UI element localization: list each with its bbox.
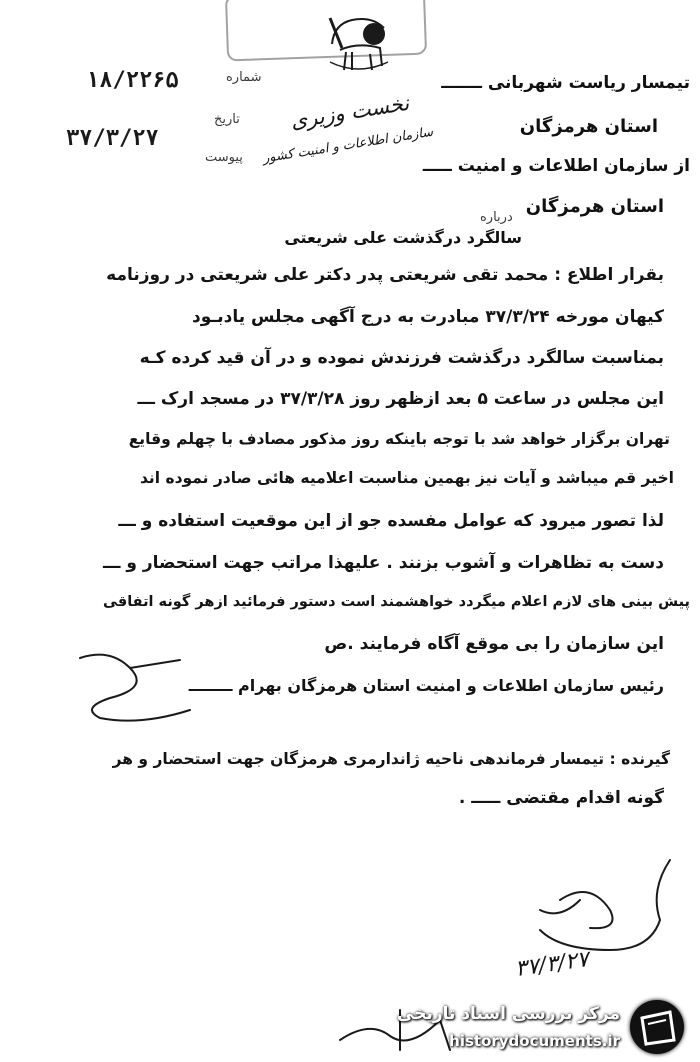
sender-province: استان هرمزگان [525, 196, 664, 217]
sender-line: از سازمان اطلاعات و امنیت ـــــ [422, 156, 690, 176]
body-line: این سازمان را بی موقع آگاه فرمایند .ص [324, 634, 664, 654]
date-label: تاریخ [214, 112, 240, 127]
body-line: بقرار اطلاع : محمد تقی شریعتی پدر دکتر علی شریعتی در روزنامه [106, 265, 664, 285]
date-value: ۳۷/۳/۲۷ [66, 126, 159, 151]
body-line: این مجلس در ساعت ۵ بعد ازظهر روز ۳۷/۳/۲۸ در مسجد ارک ـــ [137, 389, 664, 409]
handwritten-initials [500, 850, 680, 970]
lion-and-sun-emblem-icon [322, 4, 396, 84]
watermark-url: historydocuments.ir [449, 1032, 620, 1050]
body-line: تهران برگزار خواهد شد با توجه باینکه روز مذکور مصادف با چهلم وقایع [128, 430, 670, 448]
cc-line: گیرنده : تیمسار فرماندهی ناحیه ژاندارمری هرمزگان جهت استحضار و هر [112, 750, 670, 768]
body-line: لذا تصور میرود که عوامل مفسده جو از این موقعیت استفاده و ـــ [118, 511, 664, 531]
letterhead-subtitle: سازمان اطلاعات و امنیت کشور [261, 124, 435, 167]
body-line: کیهان مورخه ۳۷/۳/۲۴ مبادرت به درج آگهی مجلس یادبـود [192, 307, 664, 327]
attachment-label: پیوست [205, 150, 243, 165]
addressee-line: تیمسار ریاست شهربانی ـــــــ [441, 73, 690, 93]
body-line: دست به تظاهرات و آشوب بزنند . علیهذا مراتب جهت استحضار و ـــ [103, 553, 664, 573]
signature-scribble [70, 648, 210, 728]
watermark-name: مرکز بررسی اسناد تاریخی [397, 1004, 620, 1024]
addressee-province: استان هرمزگان [519, 116, 658, 137]
number-label: شماره [226, 70, 262, 85]
watermark-logo-icon [630, 1000, 684, 1054]
number-value: ۱۸/۲۲۶۵ [86, 68, 179, 93]
handwritten-date: ۳۷/۳/۲۷ [513, 946, 591, 983]
body-line: اخیر قم میباشد و آیات نیز بهمین مناسبت اعلامیه هائی صادر نموده اند [139, 469, 674, 487]
cc-line: گونه اقدام مقتضی ـــــ . [458, 788, 664, 808]
letterhead-title: نخست وزیری [288, 90, 411, 134]
body-line: پیش بینی های لازم اعلام میگردد خواهشمند است دستور فرمائید ازهر گونه اتفاقی [103, 594, 690, 610]
body-line: بمناسبت سالگرد درگذشت فرزندش نموده و در آن قید کرده کـه [139, 348, 664, 368]
about-label: درباره [480, 210, 513, 225]
signatory-line: رئیس سازمان اطلاعات و امنیت استان هرمزگان بهرام ــــــــ [188, 676, 664, 695]
subject-line: سالگرد درگذشت علی شریعتی [284, 228, 522, 247]
